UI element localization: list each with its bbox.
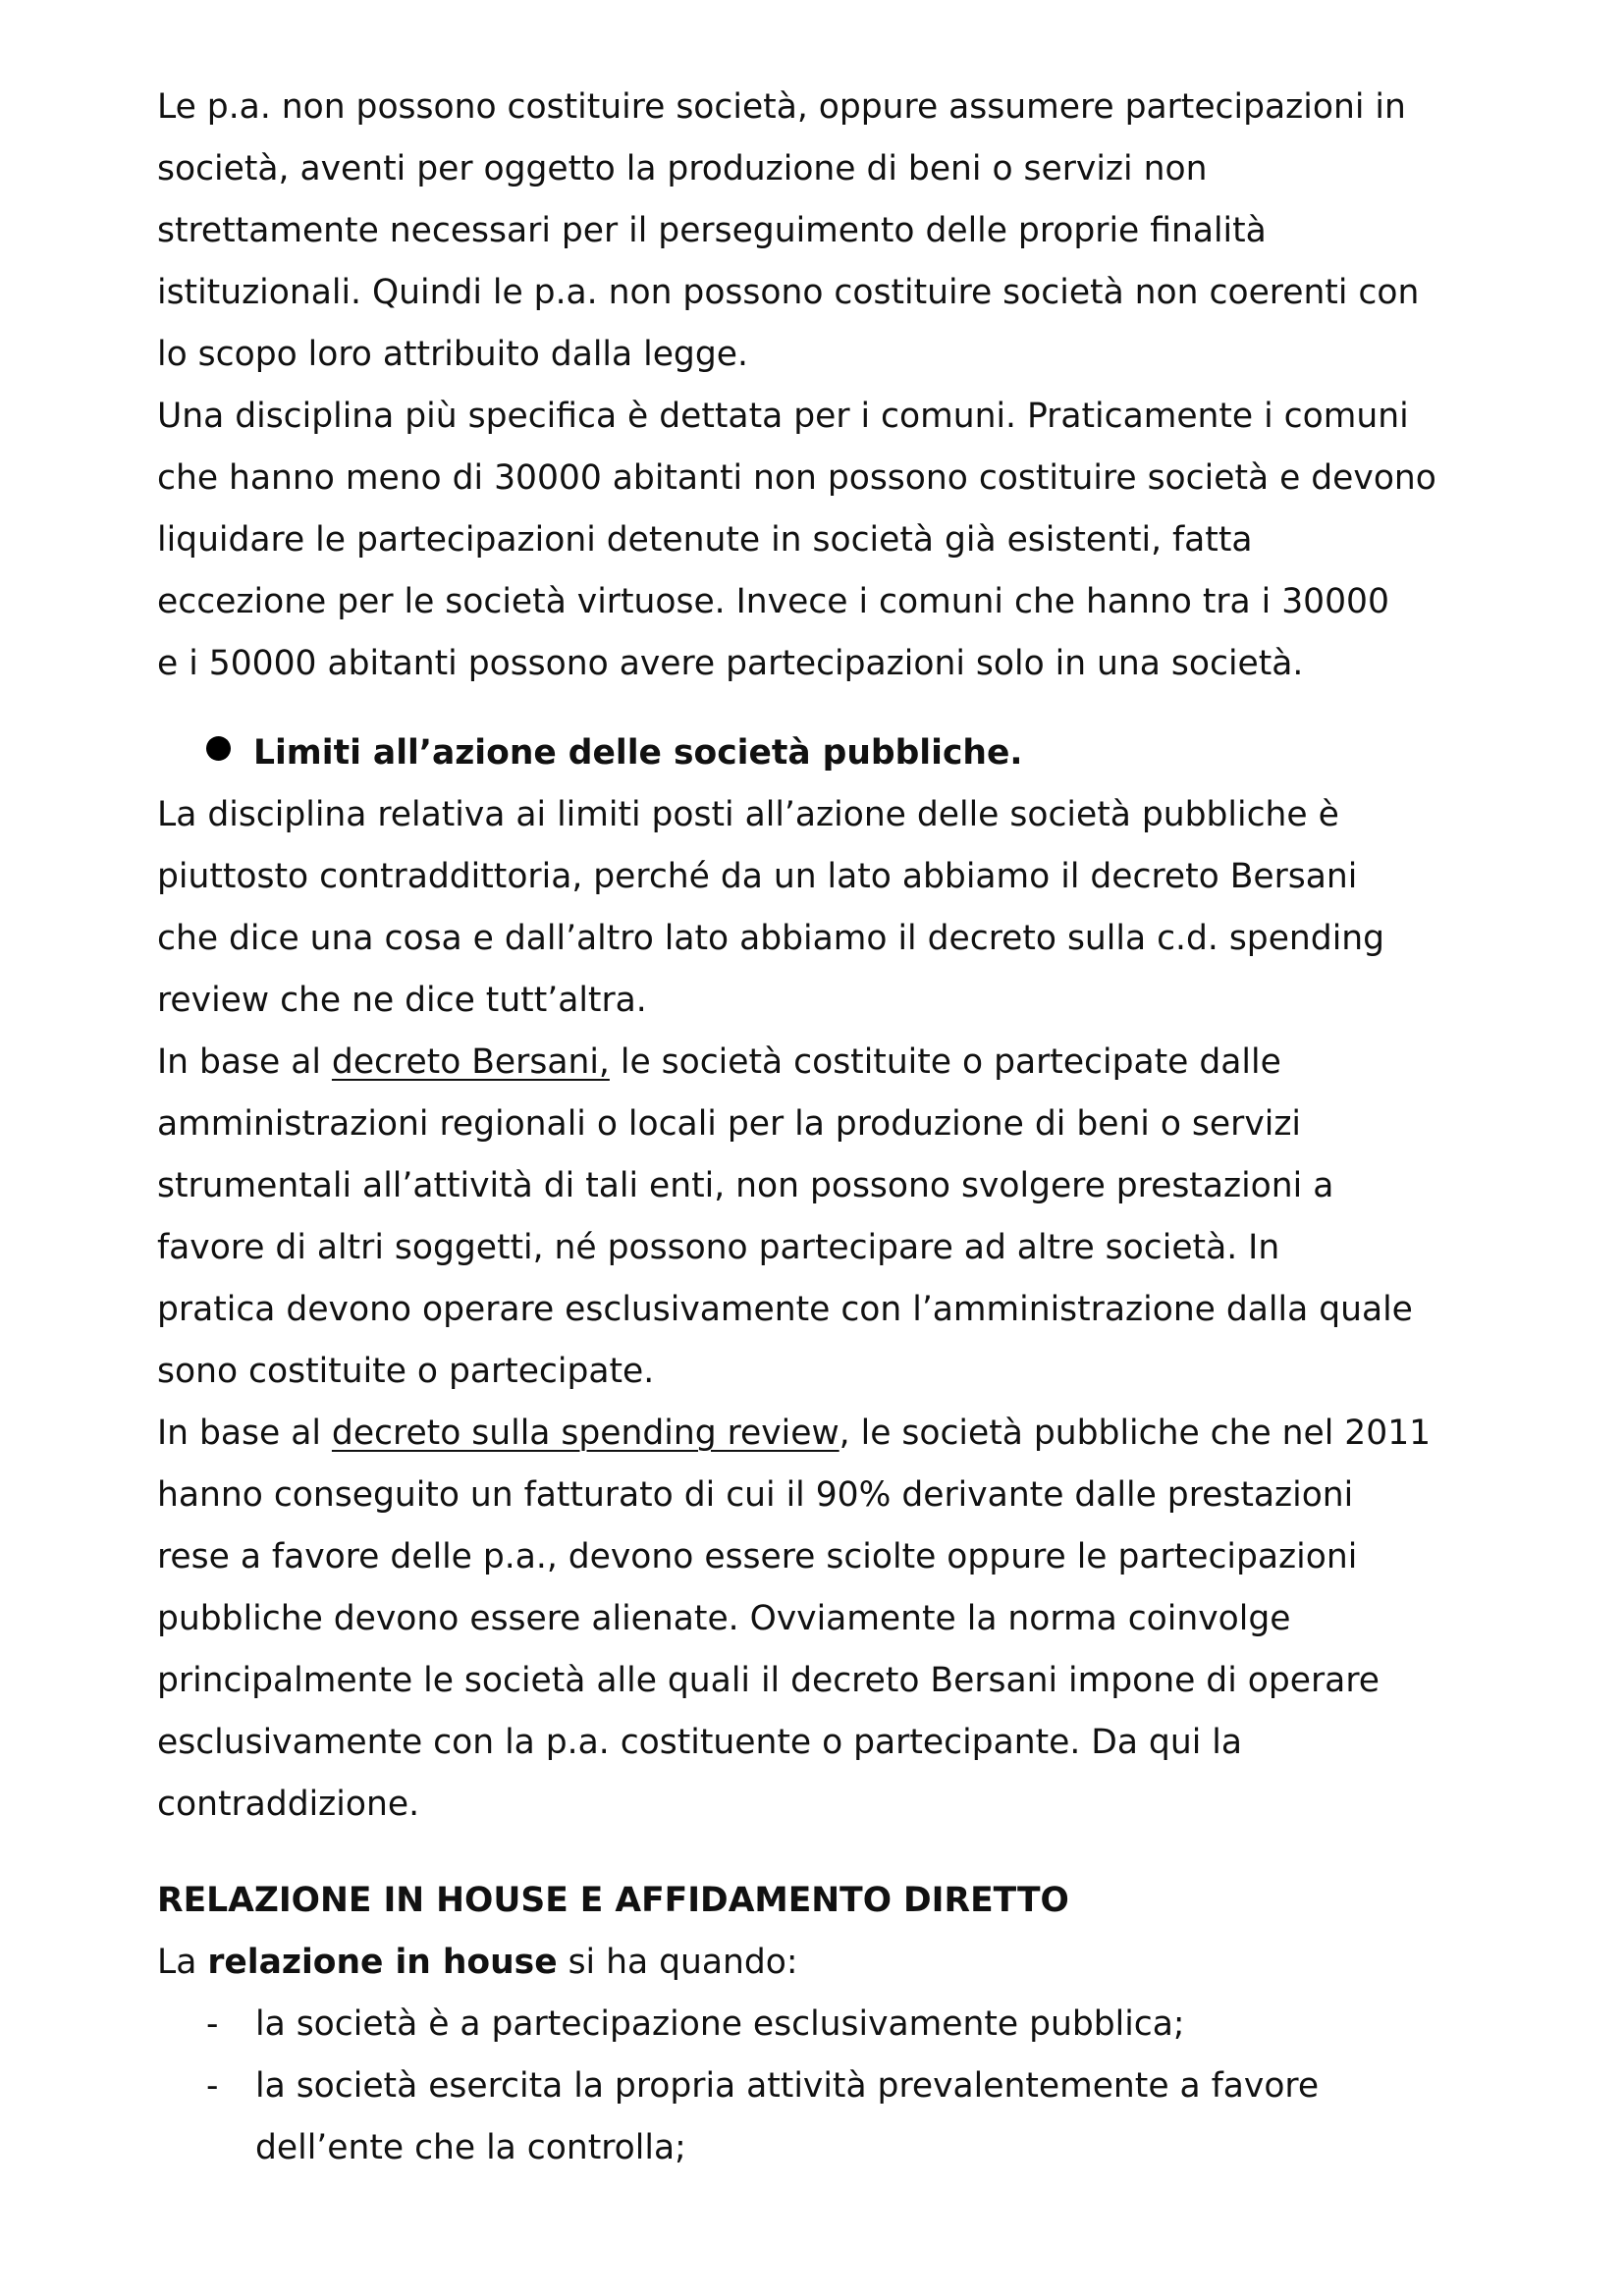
- spending-review-paragraph: [157, 1403, 1532, 1836]
- text-line: Le p.a. non possono costituire società, oppure assumere partecipazioni in: [157, 87, 1406, 127]
- text-line: [157, 1032, 1532, 1094]
- bullet-dot-icon: [206, 736, 231, 761]
- in-house-intro-prefix: La: [157, 1943, 208, 1982]
- limiti-heading-text: Limiti all’azione delle società pubbliche.: [253, 733, 1023, 773]
- text-line: pubbliche devono essere alienate. Ovviamente la norma coinvolge: [157, 1599, 1291, 1638]
- text-line: strumentali all’attività di tali enti, non possono svolgere prestazioni a: [157, 1166, 1334, 1205]
- text-line: contraddizione.: [157, 1785, 420, 1824]
- spending-prefix: In base al: [157, 1414, 332, 1453]
- text-line: strettamente necessari per il perseguimento delle proprie finalità: [157, 211, 1267, 250]
- text-line: esclusivamente con la p.a. costituente o partecipante. Da qui la: [157, 1723, 1242, 1762]
- text-line: istituzionali. Quindi le p.a. non possono costituire società non coerenti con: [157, 273, 1420, 312]
- text-line: che hanno meno di 30000 abitanti non possono costituire società e devono: [157, 458, 1436, 498]
- intro-paragraph-2: [157, 386, 1532, 695]
- text-line: eccezione per le società virtuose. Invece i comuni che hanno tra i 30000: [157, 582, 1389, 621]
- bersani-line1-rest: le società costituite o partecipate dalle: [609, 1042, 1281, 1082]
- bersani-paragraph: [157, 1032, 1532, 1403]
- text-line: la società esercita la propria attività prevalentemente a favore: [255, 2066, 1320, 2106]
- text-line: che dice una cosa e dall’altro lato abbiamo il decreto sulla c.d. spending: [157, 919, 1385, 958]
- limiti-heading: [157, 722, 1532, 784]
- limiti-paragraph: [157, 784, 1532, 1032]
- in-house-intro-suffix: si ha quando:: [557, 1943, 798, 1982]
- list-item-text: [255, 2056, 1532, 2179]
- text-line: [157, 1403, 1532, 1465]
- text-line: principalmente le società alle quali il decreto Bersani impone di operare: [157, 1661, 1380, 1700]
- list-item: [157, 2056, 1532, 2179]
- text-line: liquidare le partecipazioni detenute in società già esistenti, fatta: [157, 520, 1253, 560]
- decreto-spending-review-reference: decreto sulla spending review: [331, 1414, 839, 1453]
- text-line: review che ne dice tutt’altra.: [157, 981, 647, 1020]
- in-house-intro: [157, 1932, 1532, 1994]
- section-heading-in-house: RELAZIONE IN HOUSE E AFFIDAMENTO DIRETTO: [157, 1881, 1069, 1920]
- dash-marker: -: [206, 2066, 219, 2106]
- text-line: piuttosto contraddittoria, perché da un lato abbiamo il decreto Bersani: [157, 857, 1358, 896]
- spending-line1-rest: , le società pubbliche che nel 2011: [839, 1414, 1432, 1453]
- text-line: dell’ente che la controlla;: [255, 2128, 686, 2167]
- text-line: hanno conseguito un fatturato di cui il 90% derivante dalle prestazioni: [157, 1475, 1354, 1515]
- text-line: società, aventi per oggetto la produzione di beni o servizi non: [157, 149, 1208, 188]
- bersani-prefix: In base al: [157, 1042, 332, 1082]
- list-item: [157, 1994, 1532, 2056]
- intro-paragraph-1: [157, 77, 1532, 386]
- text-line: La disciplina relativa ai limiti posti all’azione delle società pubbliche è: [157, 795, 1339, 834]
- in-house-conditions-list: [157, 1994, 1532, 2179]
- dash-marker: -: [206, 2004, 219, 2044]
- text-line: rese a favore delle p.a., devono essere sciolte oppure le partecipazioni: [157, 1537, 1358, 1576]
- text-line: Una disciplina più specifica è dettata per i comuni. Praticamente i comuni: [157, 397, 1409, 436]
- text-line: favore di altri soggetti, né possono partecipare ad altre società. In: [157, 1228, 1280, 1267]
- text-line: e i 50000 abitanti possono avere partecipazioni solo in una società.: [157, 644, 1304, 683]
- list-item-text: [255, 1994, 1532, 2056]
- text-line: la società è a partecipazione esclusivamente pubblica;: [255, 2004, 1185, 2044]
- text-line: amministrazioni regionali o locali per la produzione di beni o servizi: [157, 1104, 1302, 1144]
- text-line: pratica devono operare esclusivamente con l’amministrazione dalla quale: [157, 1290, 1413, 1329]
- text-line: lo scopo loro attribuito dalla legge.: [157, 335, 748, 374]
- text-line: sono costituite o partecipate.: [157, 1352, 655, 1391]
- in-house-term: relazione in house: [207, 1943, 558, 1982]
- decreto-bersani-reference: decreto Bersani,: [331, 1042, 610, 1082]
- document-page: [157, 77, 1532, 2179]
